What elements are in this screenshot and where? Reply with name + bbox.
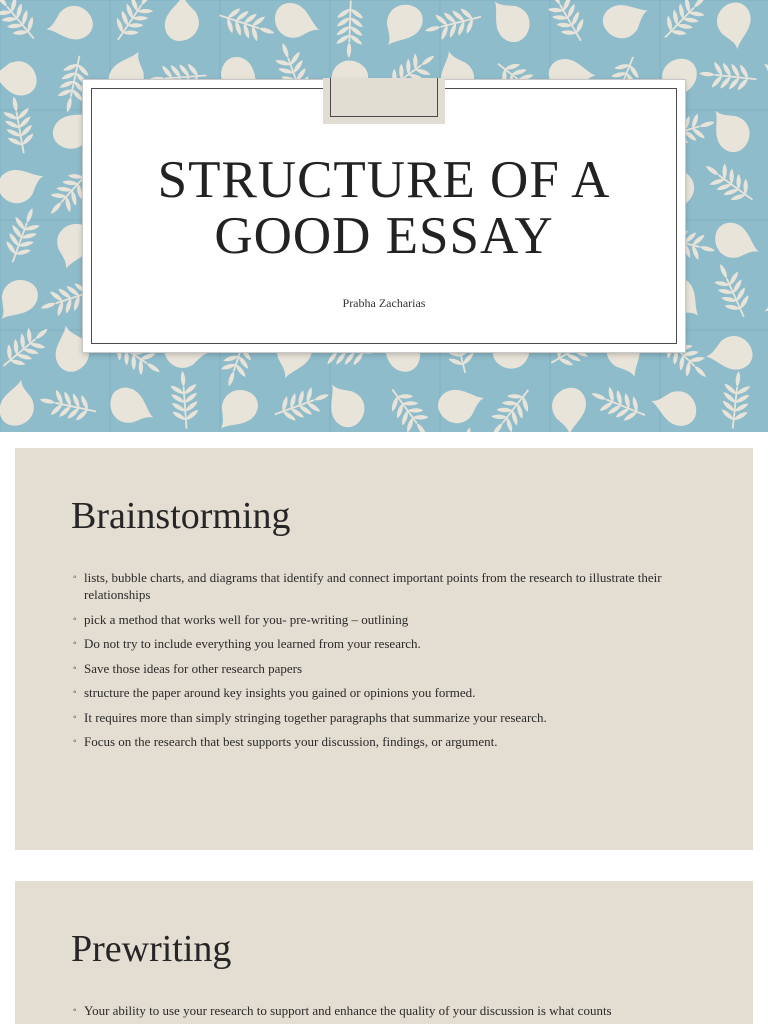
bullet-item [73,569,703,603]
leaf-sprig-icon [37,386,99,426]
paisley-icon [760,273,768,329]
bullet-item [73,611,703,628]
title-tab-decoration [323,78,445,124]
leaf-sprig-icon [0,318,57,377]
bullet-text: It requires more than simply stringing together paragraphs that summarize your research. [84,709,547,725]
leaf-sprig-icon [707,258,756,322]
bullet-item [73,635,703,652]
paisley-icon [110,387,154,423]
bullet-icon: ◦ [73,1005,77,1016]
bullet-text: Do not try to include everything you learned from your research. [84,636,421,651]
leaf-sprig-icon [586,380,650,428]
author-name: Prabha Zacharias [342,296,426,310]
paisley-icon [708,430,760,432]
bullet-icon: ◦ [73,638,77,649]
leaf-sprig-icon [698,59,758,93]
leaf-sprig-icon [168,370,200,429]
paisley-icon [703,329,758,381]
bullet-text: pick a method that works well for you- pre-writing – outlining [84,611,409,627]
title-tab-inner [330,78,438,117]
paisley-icon [764,159,768,208]
paisley-icon [597,0,652,46]
bullet-text: lists, bubble charts, and diagrams that identify and connect important points from the research to illustrate their relationships [84,570,662,602]
leaf-sprig-icon [0,203,46,267]
leaf-sprig-icon [335,0,365,58]
paisley-icon [546,383,596,432]
presentation-title: STRUCTURE OF A GOOD ESSAY [157,151,611,265]
bullet-icon: ◦ [73,662,77,674]
bullet-text: Your ability to use your research to support and enhance the quality of your discussion is what counts [84,1003,612,1018]
paisley-icon [0,276,41,327]
paisley-icon [715,222,759,258]
leaf-sprig-icon [0,94,38,156]
title-card [83,80,685,352]
paisley-icon [0,155,47,210]
paisley-icon [156,0,204,45]
leaf-sprig-icon [422,3,485,45]
paisley-icon [650,389,698,430]
bullet-icon: ◦ [73,687,77,698]
leaf-sprig-icon [106,0,162,48]
bullet-item [73,709,703,726]
bullet-text: Save those ideas for other research papers [84,660,303,676]
paisley-icon [0,57,40,102]
bullet-text: structure the paper around key insights you gained or opinions you formed. [84,685,476,700]
leaf-sprig-icon [719,370,753,430]
leaf-sprig-icon [381,381,438,432]
leaf-sprig-icon [655,0,715,47]
leaf-sprig-icon [0,0,45,48]
slide-prewriting [15,881,753,1024]
bullet-item [73,1002,703,1019]
paisley-icon [701,106,756,158]
paisley-icon [383,2,426,51]
bullet-icon: ◦ [73,736,77,747]
paisley-icon [710,0,762,52]
leaf-sprig-icon [312,431,376,432]
bullet-list [73,569,703,758]
leaf-sprig-icon [440,423,483,432]
bullet-item [73,684,703,701]
paisley-icon [316,380,371,432]
paisley-icon [482,0,536,47]
leaf-sprig-icon [698,154,761,211]
paisley-icon [43,0,99,53]
bullet-icon: ◦ [73,711,77,723]
slide-heading: Brainstorming [71,495,291,537]
leaf-sprig-icon [215,2,279,47]
leaf-sprig-icon [540,0,593,48]
paisley-icon [0,378,38,429]
bullet-text: Focus on the research that best supports your discussion, findings, or argument. [84,734,498,749]
title-slide [0,0,768,432]
leaf-sprig-icon [764,0,768,51]
bullet-icon: ◦ [73,572,77,583]
leaf-sprig-icon [482,381,540,432]
paisley-icon [760,58,768,98]
paisley-icon [274,1,320,40]
paisley-icon [215,385,261,432]
leaf-sprig-icon [761,326,768,390]
slide-brainstorming [15,448,753,850]
bullet-list [73,1002,703,1027]
bullet-icon: ◦ [73,613,77,625]
leaf-sprig-icon [270,381,334,427]
bullet-item [73,733,703,750]
bullet-item [73,660,703,677]
slide-heading: Prewriting [71,928,232,970]
